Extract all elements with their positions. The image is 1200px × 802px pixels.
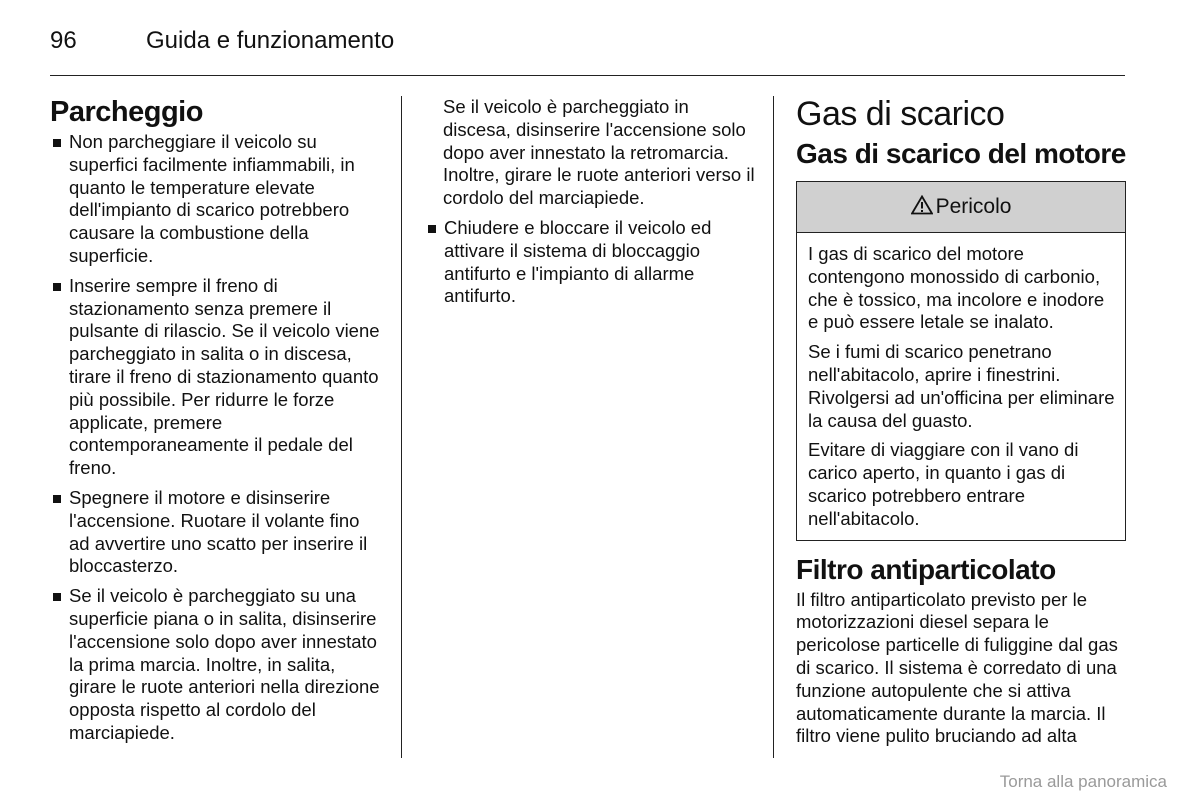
parking-bullet-list-2 bbox=[425, 217, 755, 308]
column-parking bbox=[50, 95, 384, 752]
header-rule bbox=[50, 75, 1125, 76]
bullet-square-icon bbox=[53, 283, 61, 291]
bullet-square-icon bbox=[53, 593, 61, 601]
parking-bullet-list bbox=[50, 131, 384, 745]
warning-body bbox=[797, 233, 1125, 540]
bullet-text: Se il veicolo è parcheggiato su una superficie piana o in salita, disinserire l'accensione solo dopo aver innestato la prima marcia. Inoltre, in salita, girare le ruote anteriori nella direzione opposta rispetto al cordolo del marciapiede. bbox=[69, 585, 380, 743]
column-parking-continued bbox=[425, 96, 755, 315]
bullet-text: Spegnere il motore e disinserire l'accensione. Ruotare il volante fino ad avvertire uno scatto per inserire il bloccasterzo. bbox=[69, 486, 368, 577]
page-header bbox=[50, 26, 394, 56]
exhaust-subtitle: Gas di scarico del motore bbox=[796, 138, 1126, 169]
bullet-square-icon bbox=[53, 495, 61, 503]
bullet-square-icon bbox=[428, 225, 436, 233]
column-divider-1 bbox=[401, 96, 402, 758]
parking-continuation-text: Se il veicolo è parcheggiato in discesa, disinserire l'accensione solo dopo aver innestato la retromarcia. Inoltre, girare le ruote anteriori verso il cordolo del marciapiede. bbox=[443, 96, 755, 209]
list-item bbox=[50, 275, 384, 480]
page-number: 96 bbox=[50, 27, 77, 54]
back-to-overview-link[interactable]: Torna alla panoramica bbox=[999, 772, 1167, 791]
danger-warning-box bbox=[796, 181, 1126, 541]
warning-paragraph: I gas di scarico del motore contengono monossido di carbonio, che è tossico, ma incolore e inodore e può essere letale se inalato. bbox=[808, 243, 1105, 333]
exhaust-title: Gas di scarico bbox=[796, 95, 1005, 133]
bullet-text: Non parcheggiare il veicolo su superfici facilmente infiammabili, in quanto le temperature elevate dell'impianto di scarico potrebbero causare la combustione della superficie. bbox=[69, 131, 355, 266]
warning-paragraph: Se i fumi di scarico penetrano nell'abitacolo, aprire i finestrini. Rivolgersi ad un'officina per eliminare la causa del guasto. bbox=[808, 341, 1115, 431]
page-section-title: Guida e funzionamento bbox=[146, 27, 395, 54]
list-item bbox=[50, 487, 384, 578]
column-exhaust bbox=[796, 95, 1126, 748]
list-item bbox=[425, 217, 755, 308]
bullet-text: Chiudere e bloccare il veicolo ed attivare il sistema di bloccaggio antifurto e l'impianto di allarme antifurto. bbox=[444, 216, 712, 307]
bullet-square-icon bbox=[53, 139, 61, 147]
list-item bbox=[50, 585, 384, 745]
warning-triangle-icon bbox=[911, 195, 933, 221]
warning-paragraph: Evitare di viaggiare con il vano di carico aperto, in quanto i gas di scarico potrebbero entrare nell'abitacolo. bbox=[808, 439, 1079, 529]
list-item bbox=[50, 131, 384, 268]
filter-text: Il filtro antiparticolato previsto per le motorizzazioni diesel separa le pericolose particelle di fuliggine dal gas di scarico. Il sistema è corredato di una funzione autopulente che si attiva automaticamente durante la marcia. Il filtro viene pulito bruciando ad alta bbox=[796, 588, 1118, 747]
warning-label: Pericolo bbox=[935, 195, 1012, 218]
parking-title: Parcheggio bbox=[50, 96, 203, 128]
bullet-text: Inserire sempre il freno di stazionamento senza premere il pulsante di rilascio. Se il veicolo viene parcheggiato in salita o in discesa, tirare il freno di stazionamento quanto più possibile. Per ridurre le forze applicate, premere contemporaneamente il pedale del freno. bbox=[69, 274, 380, 479]
warning-header bbox=[797, 182, 1125, 233]
column-divider-2 bbox=[773, 96, 774, 758]
filter-title: Filtro antiparticolato bbox=[796, 553, 1056, 585]
